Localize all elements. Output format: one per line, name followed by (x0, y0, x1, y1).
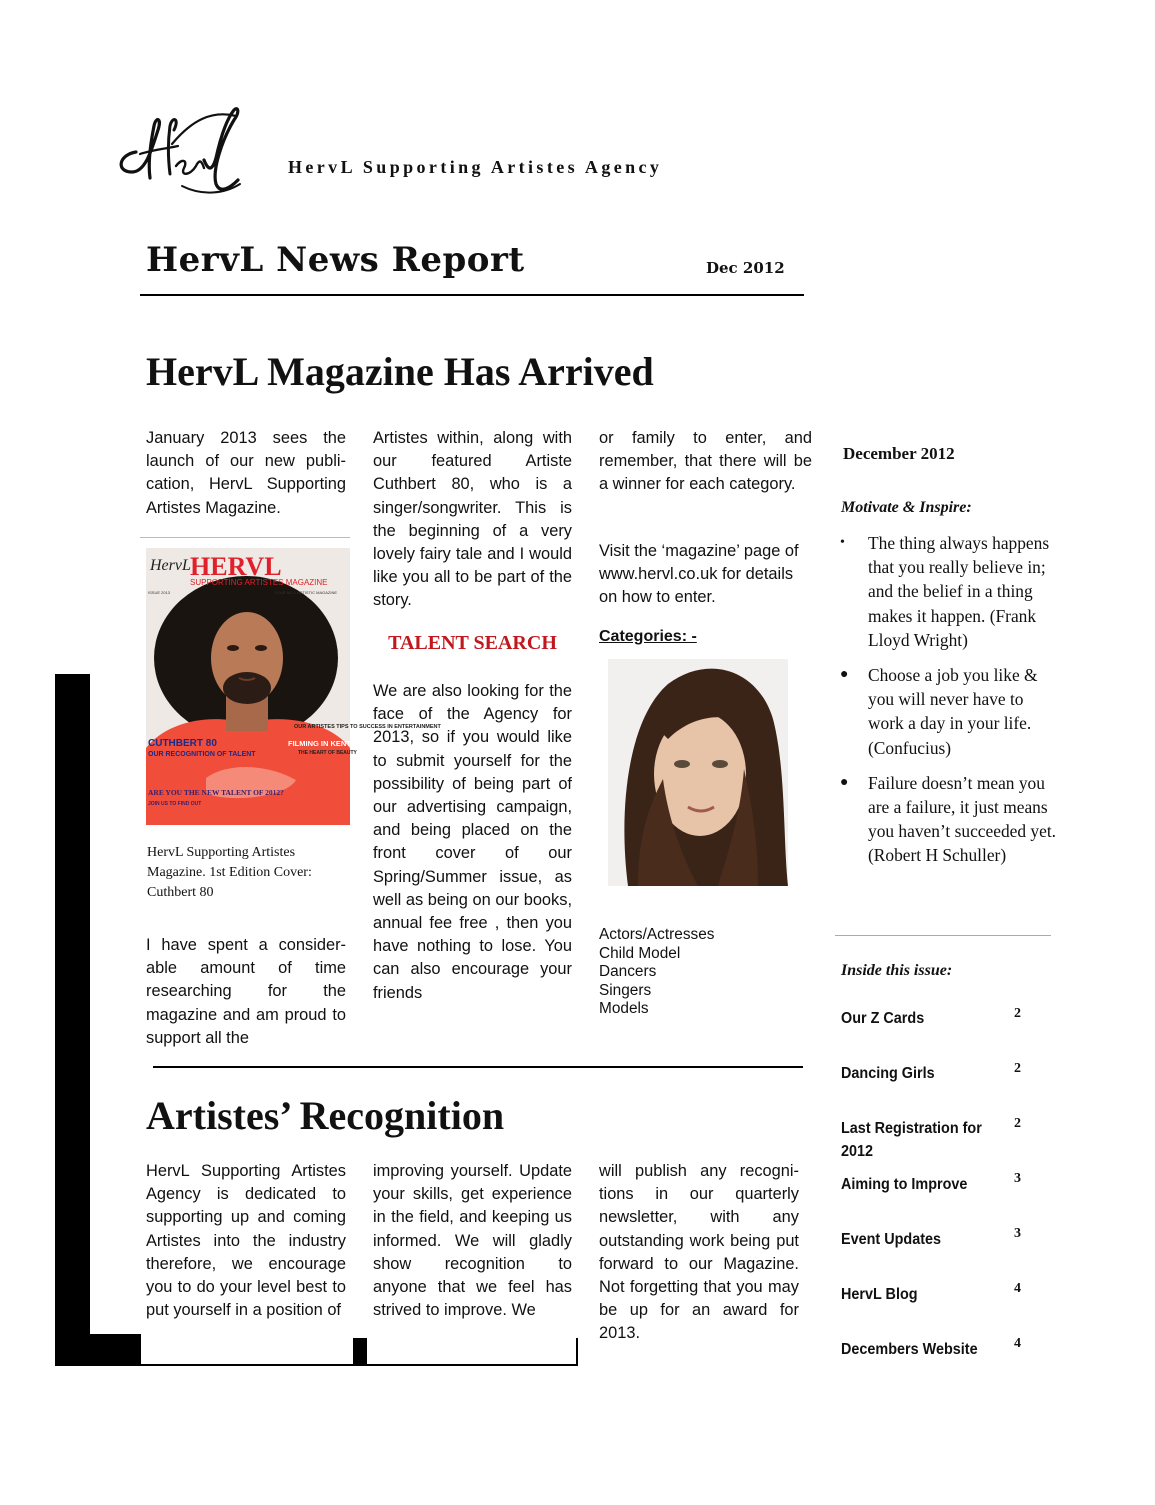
talent-search-heading: TALENT SEARCH (388, 632, 557, 654)
section-divider (153, 1066, 803, 1068)
toc-item-label[interactable]: Aiming to Improve (841, 1176, 968, 1193)
toc-item-page: 2 (1014, 1006, 1021, 1021)
toc-item-page: 2 (1014, 1116, 1021, 1131)
toc-item-label[interactable]: Our Z Cards (841, 1010, 925, 1027)
cover-issue: ISSUE 2013 (148, 590, 171, 595)
section2-col1-text: HervL Supporting Artistes Agency is dedicated to supporting up and coming Artistes into the industry therefore, we encourage you to do your level best to put yourself in a position of (146, 1162, 346, 1320)
cover-logo: HervL (150, 557, 191, 574)
list-item: Dancers (599, 963, 657, 981)
agency-name: HervL Supporting Artistes Agency (288, 157, 663, 177)
toc-item-label[interactable]: HervL Blog (841, 1286, 918, 1303)
motivate-heading: Motivate & Inspire: (841, 499, 972, 516)
section1-col2-text-a: Artistes within, along with our featured Artiste Cuthbert 80, who is a singer/songwriter. This is the beginning of a very lovely fairy tale and I would like you all to be part of the story. (373, 429, 572, 610)
cover-blurb7: JOIN US TO FIND OUT (148, 801, 202, 807)
cover-blurb6: ARE YOU THE NEW TALENT OF 2012? (148, 788, 284, 797)
toc-item-page: 3 (1014, 1171, 1021, 1186)
cover-title: HERVL (190, 552, 282, 581)
newsletter-date: Dec 2012 (706, 259, 785, 277)
quote-text: Choose a job you like & you will never have to work a day in your life. (Confucius) (868, 665, 1038, 758)
toc-item-label[interactable]: Dancing Girls (841, 1065, 935, 1082)
quote-item (836, 771, 1056, 868)
cover-divider (140, 537, 350, 538)
cover-blurb1: OUR ARTISTES TIPS TO SUCCESS IN ENTERTAINMENT (294, 724, 441, 730)
section1-col3-text-a: or family to enter, and remember, that there will be a winner for each category. (599, 429, 812, 494)
hervl-logo (112, 100, 248, 200)
section1-headline: HervL Magazine Has Arrived (146, 349, 654, 394)
toc-item-label[interactable]: Last Registration for 2012 (841, 1120, 982, 1160)
cover-blurb2: CUTHBERT 80 (148, 738, 217, 749)
sidebar-date: December 2012 (843, 444, 955, 463)
toc-item-page: 3 (1014, 1226, 1021, 1241)
quote-item (836, 663, 1056, 760)
cover-blurb4: FILMING IN KENT (288, 739, 351, 748)
section2-col3-text: will publish any recognitions in our quarterly newsletter, with any outstanding work being put forward to our Magazine. Not forgetting that you may be up for an award for 2013. (599, 1162, 799, 1343)
section1-col1-text-a: January 2013 sees the launch of our new publication, HervL Supporting Artistes Magazine. (146, 429, 346, 517)
cover-blurb3: OUR RECOGNITION OF TALENT (148, 751, 256, 758)
inside-issue-heading: Inside this issue: (841, 962, 953, 979)
section1-col2-text-b: We are also looking for the face of the Agency for 2013, so if you would like to submit yourself for the possibility of being part of our advertising campaign, and being placed on the front cover of our Spring/Summer issue, as well as being on our books, annual fee free , then you have nothing to lose. You can also encourage your friends (373, 682, 572, 1002)
cover-subtitle: SUPPORTING ARTISTES MAGAZINE (190, 578, 328, 587)
quotes-list (836, 531, 1056, 879)
list-item: Models (599, 1000, 649, 1018)
decorative-frame-bottom (55, 1334, 141, 1366)
masthead-divider (140, 294, 804, 296)
cover-blurb5: THE HEART OF BEAUTY (298, 750, 357, 756)
magazine-cover-image (146, 548, 441, 825)
section2-col2-text: improving yourself. Update your skills, get experience in the field, and keeping us informed. We will gladly show recognition to anyone that we feel has strived to improve. We (373, 1162, 572, 1320)
toc-item-label[interactable]: Event Updates (841, 1231, 942, 1248)
toc-item-label[interactable]: Decembers Website (841, 1341, 978, 1358)
list-item: Singers (599, 981, 652, 999)
list-item: Actors/Actresses (599, 926, 715, 943)
categories-heading: Categories: - (599, 628, 697, 645)
cover-caption: HervL Supporting Artistes Magazine. 1st Edition Cover: Cuthbert 80 (147, 845, 312, 900)
categories-list (599, 926, 714, 1019)
section1-col1-text-b: I have spent a considerable amount of time researching for the magazine and am proud to support all the (146, 936, 346, 1047)
bullet-icon: • (840, 535, 845, 550)
section1-col3-text-b: Visit the ‘magazine’ page of www.hervl.co.uk for details on how to enter. (599, 542, 799, 607)
quote-text: The thing always happens that you really believe in; and the belief in a thing makes it happen. (Frank Lloyd Wright) (868, 533, 1050, 650)
model-portrait-image (608, 659, 788, 886)
list-item: Child Model (599, 944, 681, 962)
quote-text: Failure doesn’t mean you are a failure, it just means you haven’t succeeded yet. (Robert H Schuller) (868, 772, 1057, 866)
bullet-icon: ● (840, 667, 849, 683)
quote-item (836, 531, 1056, 652)
toc-item-page: 4 (1014, 1336, 1021, 1351)
newsletter-title: HervL News Report (146, 240, 525, 280)
decorative-frame-bottom (141, 1364, 353, 1366)
decorative-frame-block (353, 1338, 367, 1366)
decorative-frame-tick (576, 1338, 578, 1366)
sidebar-divider (835, 935, 1051, 936)
toc-item-page: 4 (1014, 1281, 1021, 1296)
decorative-frame-bottom (367, 1364, 578, 1366)
bullet-icon: ● (840, 774, 849, 790)
decorative-frame-left (55, 674, 90, 1366)
section2-headline: Artistes’ Recognition (146, 1093, 505, 1138)
toc-item-page: 2 (1014, 1061, 1021, 1076)
cover-tagline: YOUR NO.1 ARTISTIC MAGAZINE (274, 590, 338, 595)
